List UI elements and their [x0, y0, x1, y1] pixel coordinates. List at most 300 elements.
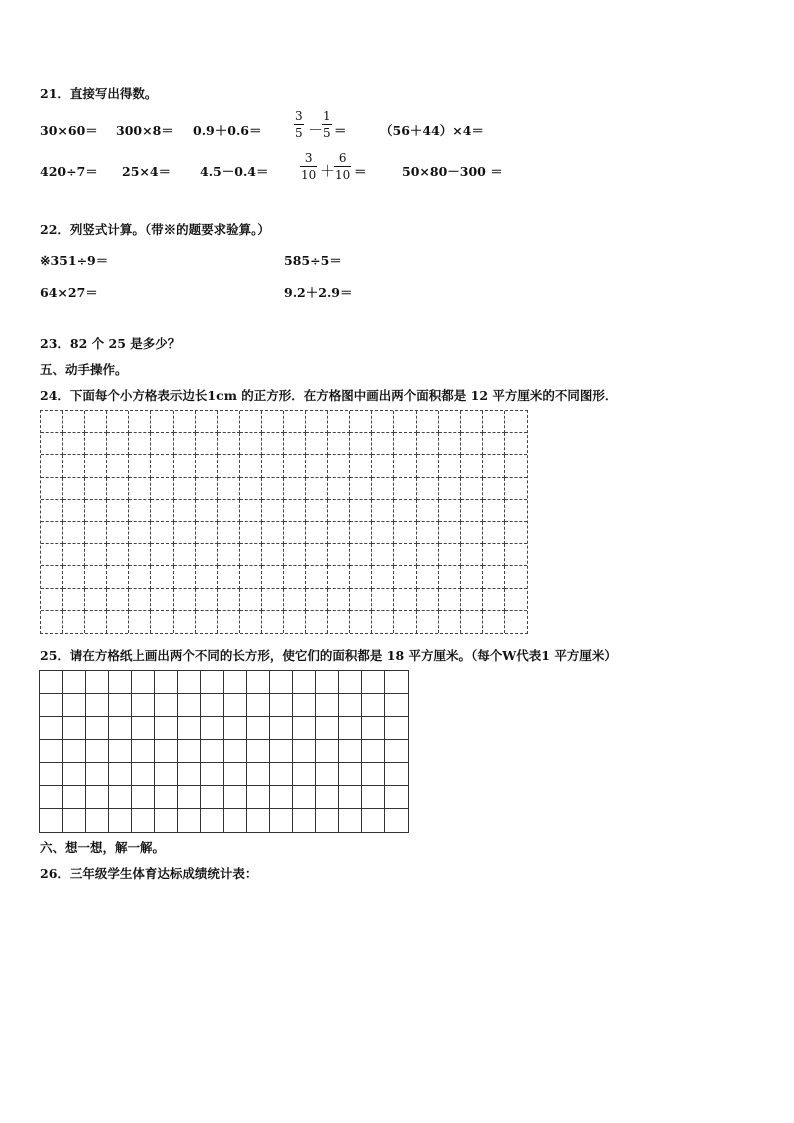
- q21-r1-equals: ＝: [334, 123, 347, 138]
- fraction-numerator: 3: [295, 109, 303, 123]
- grid-cell: [41, 611, 63, 633]
- grid-cell: [284, 411, 306, 433]
- grid-cell: [316, 763, 339, 786]
- grid-cell: [132, 763, 155, 786]
- grid-cell: [109, 671, 132, 694]
- grid-cell: [394, 544, 416, 566]
- grid-cell: [461, 611, 483, 633]
- grid-cell: [155, 786, 178, 809]
- grid-cell: [339, 694, 362, 717]
- q21-r1-a: 30×60＝: [40, 123, 98, 138]
- grid-cell: [483, 500, 505, 522]
- grid-cell: [439, 611, 461, 633]
- grid-cell: [439, 522, 461, 544]
- grid-cell: [306, 611, 328, 633]
- grid-cell: [306, 589, 328, 611]
- grid-cell: [218, 522, 240, 544]
- grid-cell: [284, 611, 306, 633]
- grid-cell: [483, 522, 505, 544]
- grid-cell: [247, 763, 270, 786]
- grid-cell: [107, 433, 129, 455]
- grid-cell: [129, 522, 151, 544]
- grid-cell: [372, 500, 394, 522]
- grid-cell: [284, 433, 306, 455]
- grid-cell: [86, 786, 109, 809]
- grid-cell: [224, 694, 247, 717]
- grid-cell: [132, 786, 155, 809]
- q21-r2-equals: ＝: [354, 164, 367, 179]
- grid-cell: [372, 566, 394, 588]
- grid-cell: [483, 566, 505, 588]
- grid-cell: [339, 740, 362, 763]
- grid-cell: [350, 611, 372, 633]
- grid-cell: [262, 611, 284, 633]
- section-6-title: 六、想一想，解一解。: [40, 840, 166, 855]
- grid-cell: [372, 544, 394, 566]
- grid-cell: [417, 522, 439, 544]
- grid-cell: [155, 809, 178, 832]
- grid-cell: [129, 589, 151, 611]
- grid-cell: [174, 611, 196, 633]
- grid-cell: [63, 500, 85, 522]
- grid-cell: [155, 694, 178, 717]
- grid-cell: [394, 411, 416, 433]
- grid-cell: [196, 500, 218, 522]
- grid-cell: [151, 500, 173, 522]
- grid-cell: [63, 740, 86, 763]
- grid-cell: [151, 589, 173, 611]
- grid-cell: [439, 544, 461, 566]
- grid-cell: [270, 717, 293, 740]
- grid-cell: [224, 809, 247, 832]
- grid-cell: [505, 455, 527, 477]
- grid-cell: [174, 544, 196, 566]
- grid-cell: [85, 611, 107, 633]
- grid-cell: [41, 589, 63, 611]
- grid-cell: [339, 786, 362, 809]
- grid-cell: [86, 694, 109, 717]
- grid-cell: [151, 522, 173, 544]
- grid-cell: [505, 500, 527, 522]
- grid-cell: [240, 566, 262, 588]
- grid-cell: [224, 671, 247, 694]
- grid-cell: [328, 433, 350, 455]
- grid-cell: [483, 411, 505, 433]
- grid-cell: [178, 671, 201, 694]
- grid-cell: [306, 433, 328, 455]
- grid-cell: [40, 740, 63, 763]
- grid-cell: [151, 566, 173, 588]
- q21-r2-fraction-2: [334, 152, 351, 181]
- grid-cell: [178, 694, 201, 717]
- grid-cell: [107, 589, 129, 611]
- grid-cell: [109, 786, 132, 809]
- grid-cell: [196, 478, 218, 500]
- q22-item-1: ※351÷9＝: [40, 253, 109, 268]
- grid-cell: [306, 522, 328, 544]
- grid-cell: [155, 763, 178, 786]
- fraction-numerator: 6: [338, 151, 347, 165]
- grid-cell: [439, 411, 461, 433]
- q21-r2-e: 50×80－300 ＝: [402, 164, 503, 179]
- grid-cell: [196, 455, 218, 477]
- grid-cell: [385, 763, 408, 786]
- grid-cell: [41, 566, 63, 588]
- grid-cell: [461, 566, 483, 588]
- grid-cell: [174, 478, 196, 500]
- grid-cell: [270, 763, 293, 786]
- grid-cell: [293, 671, 316, 694]
- grid-cell: [85, 500, 107, 522]
- grid-cell: [218, 478, 240, 500]
- grid-cell: [316, 740, 339, 763]
- grid-cell: [306, 411, 328, 433]
- grid-cell: [284, 544, 306, 566]
- grid-cell: [129, 433, 151, 455]
- grid-cell: [151, 478, 173, 500]
- grid-cell: [417, 611, 439, 633]
- grid-cell: [129, 544, 151, 566]
- grid-cell: [132, 809, 155, 832]
- grid-cell: [86, 763, 109, 786]
- grid-cell: [306, 455, 328, 477]
- grid-cell: [270, 809, 293, 832]
- fraction-numerator: 1: [323, 109, 331, 123]
- grid-cell: [417, 544, 439, 566]
- grid-cell: [224, 740, 247, 763]
- grid-cell: [224, 763, 247, 786]
- grid-cell: [439, 500, 461, 522]
- grid-cell: [218, 433, 240, 455]
- grid-cell: [109, 763, 132, 786]
- grid-cell: [107, 566, 129, 588]
- grid-cell: [85, 522, 107, 544]
- grid-cell: [41, 544, 63, 566]
- q21-r1-b: 300×8＝: [116, 123, 174, 138]
- grid-cell: [461, 478, 483, 500]
- grid-cell: [394, 455, 416, 477]
- grid-cell: [40, 717, 63, 740]
- grid-cell: [129, 611, 151, 633]
- grid-cell: [151, 544, 173, 566]
- grid-cell: [270, 694, 293, 717]
- grid-cell: [461, 589, 483, 611]
- grid-cell: [155, 671, 178, 694]
- grid-cell: [218, 544, 240, 566]
- grid-cell: [385, 671, 408, 694]
- grid-cell: [129, 566, 151, 588]
- grid-cell: [107, 544, 129, 566]
- q21-title: 21．直接写出得数。: [40, 86, 158, 101]
- q21-r1-minus: －: [308, 121, 324, 139]
- grid-cell: [109, 717, 132, 740]
- grid-cell: [461, 433, 483, 455]
- grid-cell: [63, 786, 86, 809]
- grid-cell: [328, 411, 350, 433]
- grid-cell: [339, 763, 362, 786]
- grid-cell: [41, 433, 63, 455]
- grid-cell: [362, 763, 385, 786]
- grid-cell: [40, 786, 63, 809]
- grid-cell: [85, 478, 107, 500]
- grid-cell: [417, 411, 439, 433]
- grid-cell: [284, 522, 306, 544]
- grid-cell: [350, 433, 372, 455]
- grid-cell: [362, 740, 385, 763]
- grid-cell: [284, 566, 306, 588]
- grid-cell: [85, 411, 107, 433]
- q23-title: 23．82 个 25 是多少？: [40, 336, 181, 351]
- grid-cell: [63, 671, 86, 694]
- grid-cell: [224, 786, 247, 809]
- grid-cell: [339, 717, 362, 740]
- grid-cell: [151, 411, 173, 433]
- q21-r1-c: 0.9＋0.6＝: [193, 123, 262, 138]
- grid-cell: [196, 611, 218, 633]
- grid-cell: [129, 411, 151, 433]
- grid-cell: [107, 411, 129, 433]
- grid-cell: [328, 500, 350, 522]
- grid-cell: [483, 611, 505, 633]
- grid-cell: [240, 500, 262, 522]
- grid-cell: [109, 740, 132, 763]
- q22-item-4: 9.2＋2.9＝: [284, 285, 353, 300]
- grid-cell: [483, 478, 505, 500]
- grid-cell: [107, 611, 129, 633]
- grid-cell: [262, 522, 284, 544]
- grid-cell: [63, 433, 85, 455]
- solid-grid-paper: [39, 670, 409, 833]
- grid-cell: [86, 717, 109, 740]
- grid-cell: [372, 478, 394, 500]
- q26-title: 26．三年级学生体育达标成绩统计表：: [40, 866, 258, 881]
- grid-cell: [505, 611, 527, 633]
- grid-cell: [63, 717, 86, 740]
- fraction-numerator: 3: [304, 151, 313, 165]
- grid-cell: [155, 740, 178, 763]
- grid-cell: [372, 455, 394, 477]
- q24-title: 24．下面每个小方格表示边长1cm 的正方形．在方格图中画出两个面积都是 12 平方厘米的不同图形．: [40, 388, 618, 403]
- grid-cell: [107, 455, 129, 477]
- grid-cell: [316, 671, 339, 694]
- grid-cell: [107, 500, 129, 522]
- grid-cell: [505, 544, 527, 566]
- grid-cell: [174, 455, 196, 477]
- grid-cell: [262, 411, 284, 433]
- grid-cell: [218, 411, 240, 433]
- grid-cell: [293, 740, 316, 763]
- grid-cell: [350, 544, 372, 566]
- grid-cell: [439, 589, 461, 611]
- grid-cell: [109, 809, 132, 832]
- grid-cell: [316, 809, 339, 832]
- grid-cell: [247, 809, 270, 832]
- grid-cell: [385, 809, 408, 832]
- grid-cell: [505, 589, 527, 611]
- grid-cell: [85, 433, 107, 455]
- grid-cell: [247, 671, 270, 694]
- grid-cell: [155, 717, 178, 740]
- grid-cell: [350, 478, 372, 500]
- grid-cell: [129, 455, 151, 477]
- grid-cell: [132, 717, 155, 740]
- grid-cell: [196, 411, 218, 433]
- grid-cell: [178, 763, 201, 786]
- grid-cell: [174, 522, 196, 544]
- grid-cell: [63, 589, 85, 611]
- grid-cell: [262, 500, 284, 522]
- grid-cell: [306, 544, 328, 566]
- grid-cell: [394, 611, 416, 633]
- grid-cell: [270, 740, 293, 763]
- grid-cell: [461, 522, 483, 544]
- grid-cell: [174, 433, 196, 455]
- grid-cell: [328, 478, 350, 500]
- grid-cell: [224, 717, 247, 740]
- grid-cell: [328, 544, 350, 566]
- grid-cell: [262, 478, 284, 500]
- grid-cell: [85, 566, 107, 588]
- grid-cell: [240, 411, 262, 433]
- grid-cell: [417, 433, 439, 455]
- grid-cell: [129, 478, 151, 500]
- grid-cell: [218, 611, 240, 633]
- section-5-title: 五、动手操作。: [40, 362, 128, 377]
- grid-cell: [247, 694, 270, 717]
- grid-cell: [284, 500, 306, 522]
- grid-cell: [40, 671, 63, 694]
- grid-cell: [86, 809, 109, 832]
- grid-cell: [151, 611, 173, 633]
- grid-cell: [85, 544, 107, 566]
- grid-cell: [201, 786, 224, 809]
- grid-cell: [132, 740, 155, 763]
- grid-cell: [63, 809, 86, 832]
- grid-cell: [385, 740, 408, 763]
- grid-cell: [483, 455, 505, 477]
- grid-cell: [461, 411, 483, 433]
- grid-cell: [132, 694, 155, 717]
- grid-cell: [394, 522, 416, 544]
- grid-cell: [41, 478, 63, 500]
- q21-r2-fraction-1: [300, 152, 317, 181]
- grid-cell: [41, 411, 63, 433]
- grid-cell: [63, 522, 85, 544]
- grid-cell: [316, 694, 339, 717]
- grid-cell: [350, 411, 372, 433]
- grid-cell: [196, 433, 218, 455]
- grid-cell: [40, 763, 63, 786]
- grid-cell: [129, 500, 151, 522]
- grid-cell: [328, 455, 350, 477]
- q25-title: 25．请在方格纸上画出两个不同的长方形，使它们的面积都是 18 平方厘米。（每个W代表1 平方厘米）: [40, 648, 617, 663]
- grid-cell: [417, 500, 439, 522]
- grid-cell: [328, 589, 350, 611]
- grid-cell: [306, 478, 328, 500]
- grid-cell: [372, 522, 394, 544]
- grid-cell: [339, 671, 362, 694]
- grid-cell: [41, 455, 63, 477]
- grid-cell: [178, 717, 201, 740]
- grid-cell: [394, 433, 416, 455]
- grid-cell: [262, 544, 284, 566]
- grid-cell: [483, 544, 505, 566]
- grid-cell: [461, 500, 483, 522]
- grid-cell: [201, 717, 224, 740]
- grid-cell: [372, 433, 394, 455]
- grid-cell: [240, 589, 262, 611]
- grid-cell: [362, 694, 385, 717]
- grid-cell: [240, 611, 262, 633]
- grid-cell: [385, 717, 408, 740]
- grid-cell: [107, 478, 129, 500]
- grid-cell: [218, 455, 240, 477]
- grid-cell: [151, 433, 173, 455]
- grid-cell: [178, 786, 201, 809]
- grid-cell: [174, 566, 196, 588]
- grid-cell: [328, 611, 350, 633]
- grid-cell: [306, 566, 328, 588]
- grid-cell: [201, 694, 224, 717]
- grid-cell: [201, 671, 224, 694]
- grid-cell: [483, 433, 505, 455]
- grid-cell: [505, 411, 527, 433]
- grid-cell: [247, 740, 270, 763]
- grid-cell: [240, 544, 262, 566]
- grid-cell: [505, 522, 527, 544]
- grid-cell: [372, 589, 394, 611]
- q21-r2-c: 4.5－0.4＝: [200, 164, 269, 179]
- grid-cell: [293, 763, 316, 786]
- dashed-grid-paper: [40, 410, 528, 634]
- grid-cell: [196, 544, 218, 566]
- grid-cell: [240, 522, 262, 544]
- grid-cell: [316, 786, 339, 809]
- grid-cell: [439, 478, 461, 500]
- grid-cell: [417, 589, 439, 611]
- grid-cell: [240, 455, 262, 477]
- fraction-denominator: 5: [295, 126, 303, 140]
- grid-cell: [328, 522, 350, 544]
- grid-cell: [262, 566, 284, 588]
- fraction-denominator: 5: [323, 126, 331, 140]
- grid-cell: [350, 455, 372, 477]
- grid-cell: [174, 411, 196, 433]
- grid-cell: [270, 786, 293, 809]
- grid-cell: [284, 478, 306, 500]
- grid-cell: [439, 566, 461, 588]
- grid-cell: [41, 500, 63, 522]
- grid-cell: [385, 694, 408, 717]
- grid-cell: [262, 455, 284, 477]
- grid-cell: [109, 694, 132, 717]
- grid-cell: [439, 455, 461, 477]
- grid-cell: [196, 566, 218, 588]
- grid-cell: [461, 544, 483, 566]
- grid-cell: [385, 786, 408, 809]
- grid-cell: [132, 671, 155, 694]
- grid-cell: [350, 522, 372, 544]
- grid-cell: [107, 522, 129, 544]
- q22-item-2: 585÷5＝: [284, 253, 342, 268]
- grid-cell: [196, 589, 218, 611]
- grid-cell: [362, 717, 385, 740]
- grid-cell: [63, 694, 86, 717]
- grid-cell: [505, 478, 527, 500]
- grid-cell: [350, 566, 372, 588]
- fraction-denominator: 10: [335, 168, 351, 182]
- q21-r2-plus: ＋: [320, 162, 336, 180]
